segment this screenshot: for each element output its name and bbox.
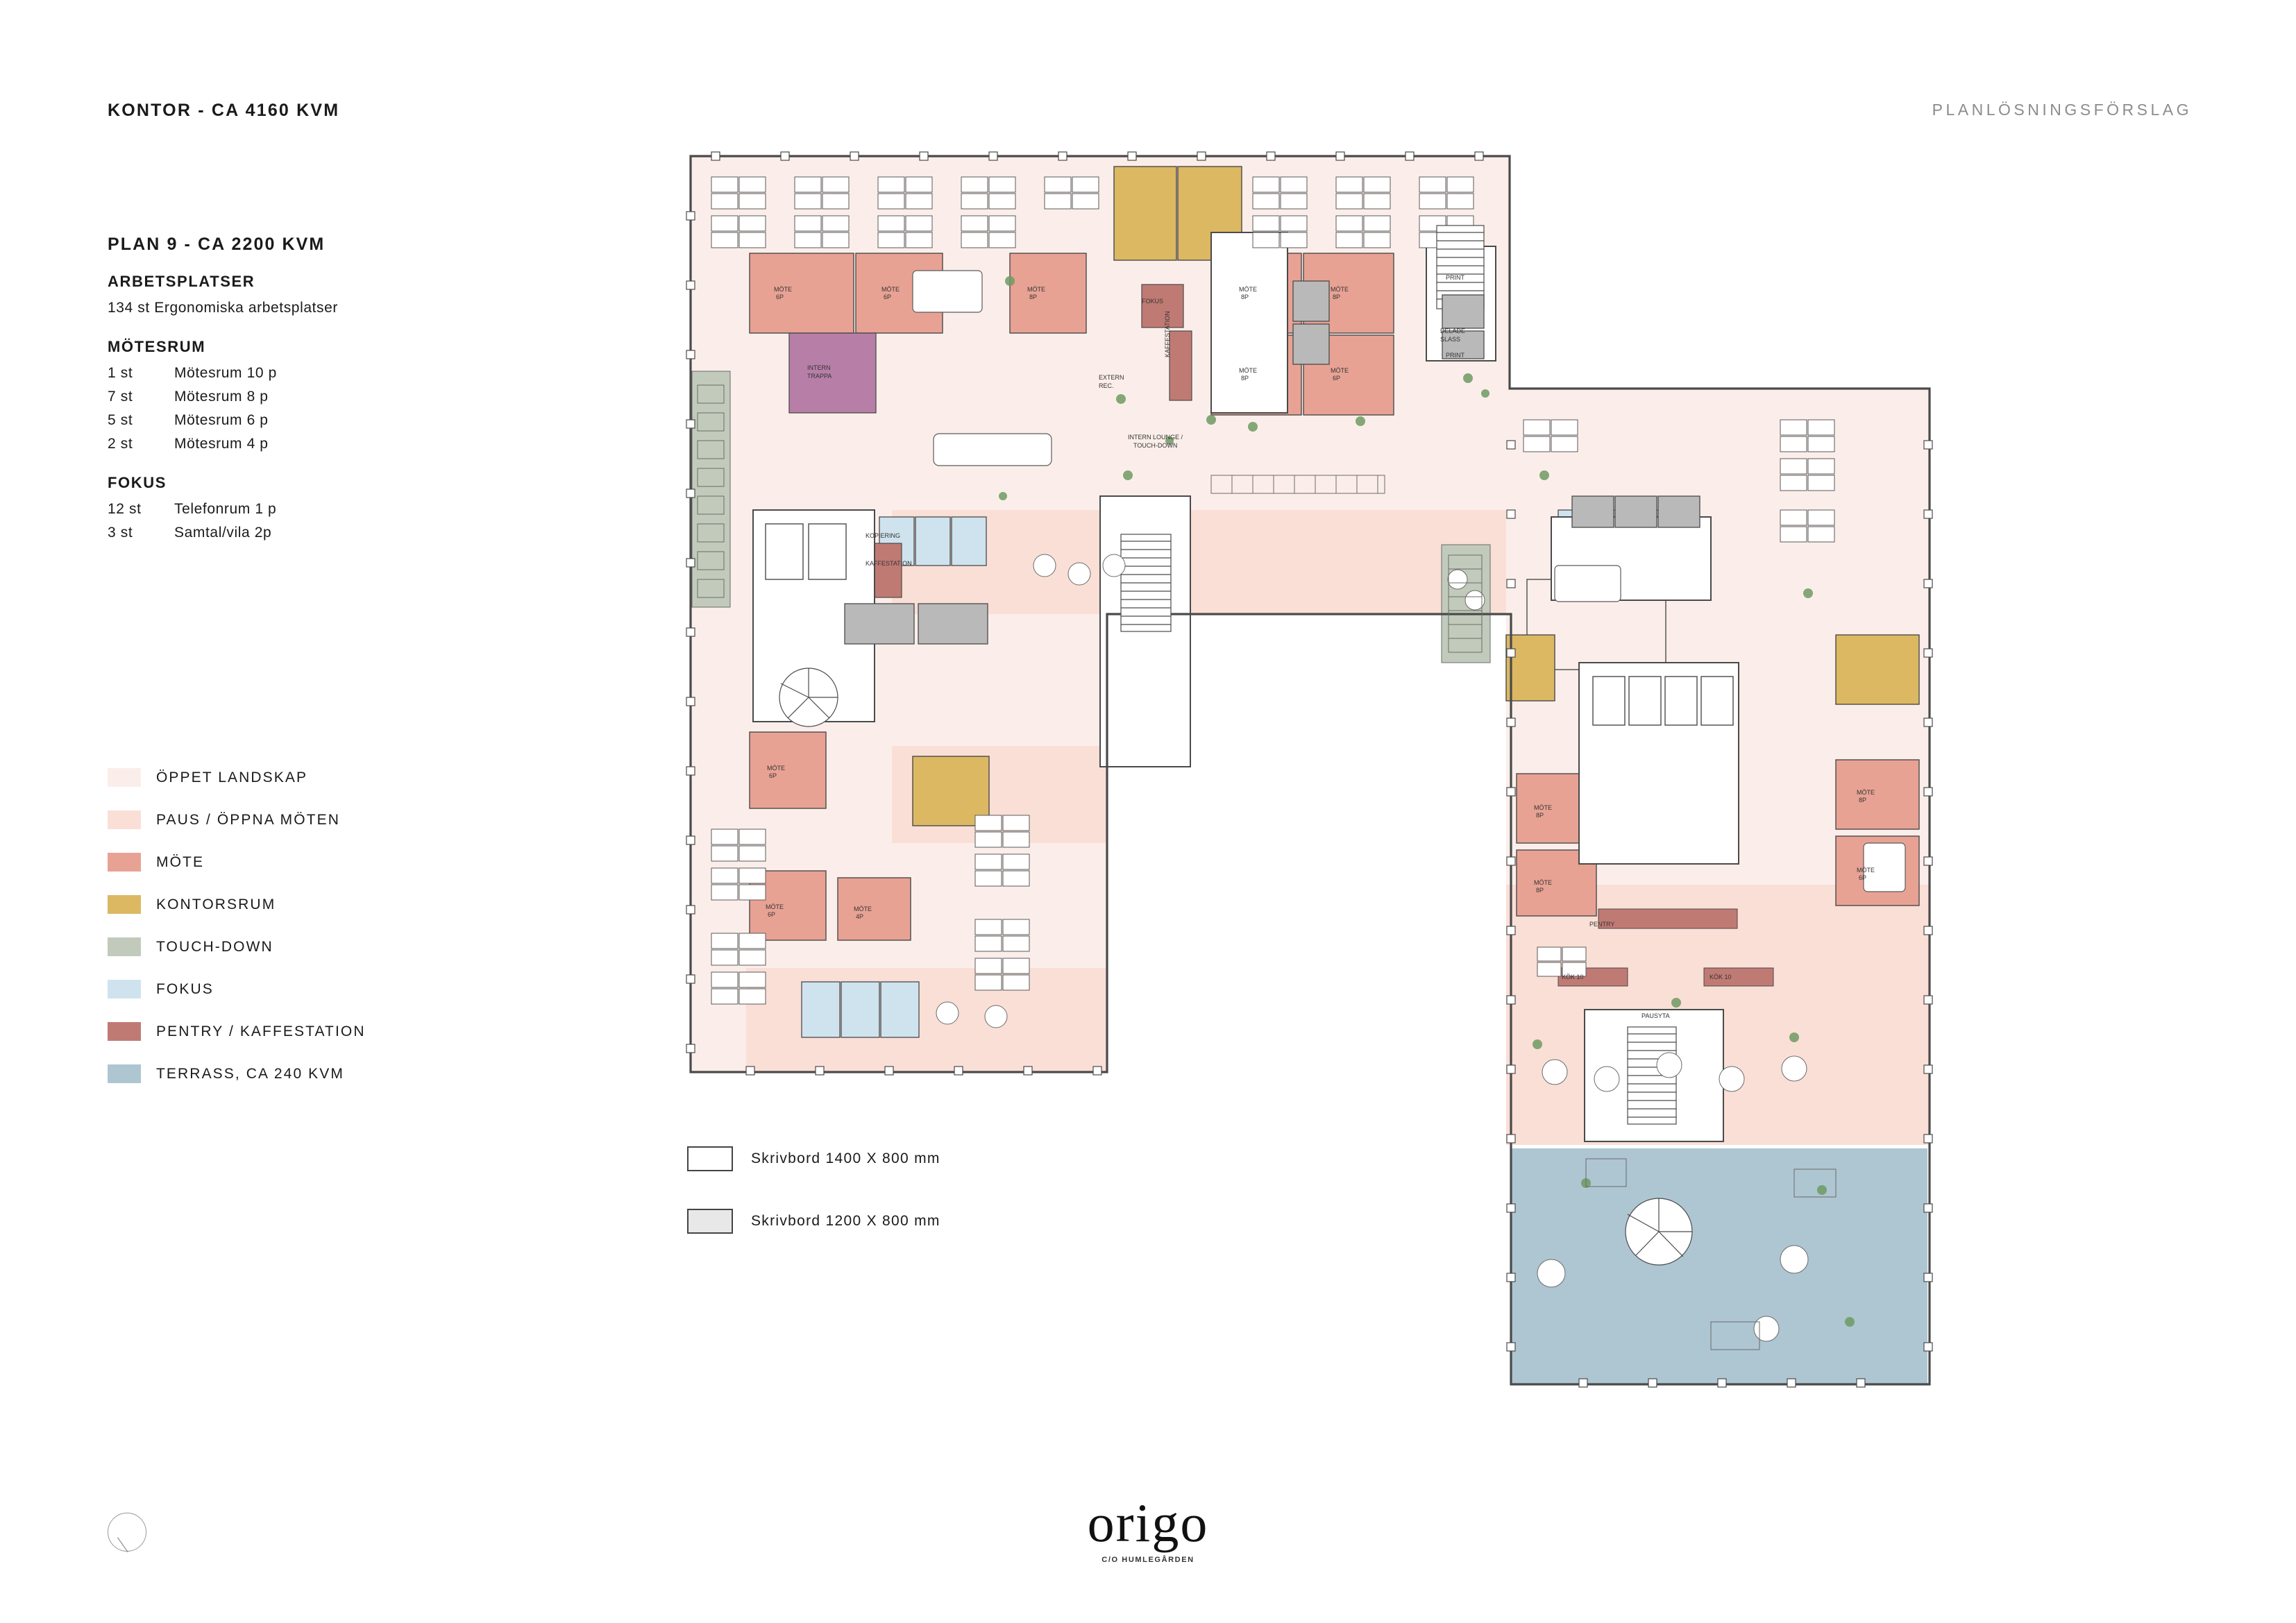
logo-subtitle: C/O HUMLEGÅRDEN [1101, 1556, 1195, 1564]
legend-item-terrass [108, 1053, 366, 1095]
svg-text:FOKUS: FOKUS [1142, 298, 1164, 305]
svg-text:6P: 6P [884, 294, 892, 300]
legend-swatch [108, 1022, 141, 1041]
legend-swatch [108, 810, 141, 829]
section-line [108, 385, 552, 409]
section-line-text: Mötesrum 4 p [174, 436, 269, 452]
legend-item-fokus [108, 968, 366, 1010]
legend-item-pentry [108, 1010, 366, 1053]
legend-label: PENTRY / KAFFESTATION [156, 1023, 366, 1039]
plan-heading: PLAN 9 - CA 2200 KVM [108, 235, 326, 254]
svg-text:MÖTE: MÖTE [1331, 286, 1349, 293]
svg-text:8P: 8P [1333, 294, 1341, 300]
svg-text:6P: 6P [1333, 375, 1341, 382]
svg-text:KAFFESTATION: KAFFESTATION [866, 560, 912, 567]
legend-label: MÖTE [156, 853, 205, 870]
legend-label: KONTORSRUM [156, 896, 276, 912]
svg-text:8P: 8P [1536, 812, 1544, 819]
legend-item-mote [108, 841, 366, 883]
section-line-qty: 3 st [108, 525, 133, 541]
legend-swatch [108, 853, 141, 872]
svg-text:MÖTE: MÖTE [881, 286, 900, 293]
svg-text:6P: 6P [769, 772, 777, 779]
desk-label: Skrivbord 1400 X 800 mm [751, 1150, 940, 1166]
section-line [108, 498, 552, 521]
section-line-text: Telefonrum 1 p [174, 501, 277, 517]
section-line-qty: 1 st [108, 365, 133, 381]
svg-text:MÖTE: MÖTE [1239, 286, 1257, 293]
svg-text:TOUCH-DOWN: TOUCH-DOWN [1133, 442, 1178, 449]
section-line-text: Mötesrum 6 p [174, 412, 269, 428]
svg-text:TRAPPA: TRAPPA [807, 373, 832, 380]
page-title: KONTOR - CA 4160 KVM [108, 101, 340, 120]
legend-label: TERRASS, CA 240 KVM [156, 1065, 344, 1082]
svg-text:INTERN LOUNGE /: INTERN LOUNGE / [1128, 434, 1183, 441]
section-fokus [108, 474, 552, 545]
svg-text:8P: 8P [1859, 797, 1867, 804]
svg-text:REC.: REC. [1099, 382, 1114, 389]
svg-text:PRINT: PRINT [1446, 352, 1464, 359]
legend-item-oppet-landskap [108, 756, 366, 799]
legend-label: FOKUS [156, 980, 214, 997]
svg-text:KÖK 10: KÖK 10 [1562, 974, 1584, 980]
svg-text:8P: 8P [1029, 294, 1038, 300]
svg-text:SLASS: SLASS [1440, 336, 1461, 343]
section-line-qty: 5 st [108, 412, 133, 428]
section-line: 134 st Ergonomiska arbetsplatser [108, 300, 339, 316]
svg-text:INTERN: INTERN [807, 364, 831, 371]
footer-logo [0, 1492, 2296, 1564]
logo-text: origo [1087, 1493, 1209, 1553]
desk-label: Skrivbord 1200 X 800 mm [751, 1213, 940, 1229]
legend-swatch [108, 895, 141, 914]
section-line [108, 362, 552, 385]
page-subtitle: PLANLÖSNINGSFÖRSLAG [1932, 101, 2192, 119]
svg-text:6P: 6P [776, 294, 784, 300]
legend-swatch [108, 1064, 141, 1083]
svg-text:MÖTE: MÖTE [854, 906, 872, 912]
svg-text:MÖTE: MÖTE [1857, 867, 1875, 874]
svg-text:MÖTE: MÖTE [1534, 804, 1552, 811]
section-heading: MÖTESRUM [108, 338, 206, 355]
svg-text:KAFFESTATION: KAFFESTATION [1164, 311, 1171, 357]
svg-text:PAUSYTA: PAUSYTA [1641, 1012, 1670, 1019]
section-line [108, 521, 552, 545]
svg-text:8P: 8P [1536, 887, 1544, 894]
svg-text:EXTERN: EXTERN [1099, 374, 1124, 381]
section-heading: ARBETSPLATSER [108, 273, 255, 290]
svg-text:6P: 6P [768, 911, 776, 918]
svg-text:MÖTE: MÖTE [1534, 879, 1552, 886]
legend [108, 756, 366, 1095]
svg-text:MÖTE: MÖTE [1027, 286, 1045, 293]
section-line-text: Samtal/vila 2p [174, 525, 272, 541]
floor-plan [684, 149, 1933, 1468]
svg-text:MÖTE: MÖTE [774, 286, 792, 293]
info-column [108, 235, 552, 545]
legend-item-paus [108, 799, 366, 841]
section-line-text: Mötesrum 8 p [174, 389, 269, 405]
legend-label: ÖPPET LANDSKAP [156, 769, 308, 785]
legend-swatch [108, 937, 141, 956]
svg-text:MÖTE: MÖTE [1857, 789, 1875, 796]
svg-text:4P: 4P [856, 913, 864, 920]
svg-text:MÖTE: MÖTE [1331, 367, 1349, 374]
svg-text:PRINT: PRINT [1446, 274, 1464, 281]
section-heading: FOKUS [108, 474, 167, 491]
svg-text:DELADE: DELADE [1440, 328, 1466, 334]
legend-swatch [108, 768, 141, 787]
svg-text:MÖTE: MÖTE [1239, 367, 1257, 374]
section-line-qty: 12 st [108, 501, 142, 517]
svg-text:8P: 8P [1241, 294, 1249, 300]
section-line-qty: 2 st [108, 436, 133, 452]
legend-swatch [108, 980, 141, 999]
legend-label: TOUCH-DOWN [156, 938, 273, 955]
svg-text:PENTRY: PENTRY [1589, 921, 1615, 928]
svg-text:8P: 8P [1241, 375, 1249, 382]
svg-text:KÖK 10: KÖK 10 [1710, 974, 1732, 980]
legend-item-kontorsrum [108, 883, 366, 926]
legend-label: PAUS / ÖPPNA MÖTEN [156, 811, 340, 828]
svg-text:MÖTE: MÖTE [766, 903, 784, 910]
section-line [108, 432, 552, 456]
section-line-qty: 7 st [108, 389, 133, 405]
svg-text:MÖTE: MÖTE [767, 765, 785, 772]
section-motesrum [108, 338, 552, 456]
section-line-text: Mötesrum 10 p [174, 365, 277, 381]
legend-item-touch-down [108, 926, 366, 968]
section-line [108, 409, 552, 432]
section-arbetsplatser [108, 273, 552, 320]
svg-text:6P: 6P [1859, 874, 1867, 881]
svg-text:KOPIERING: KOPIERING [866, 532, 901, 539]
